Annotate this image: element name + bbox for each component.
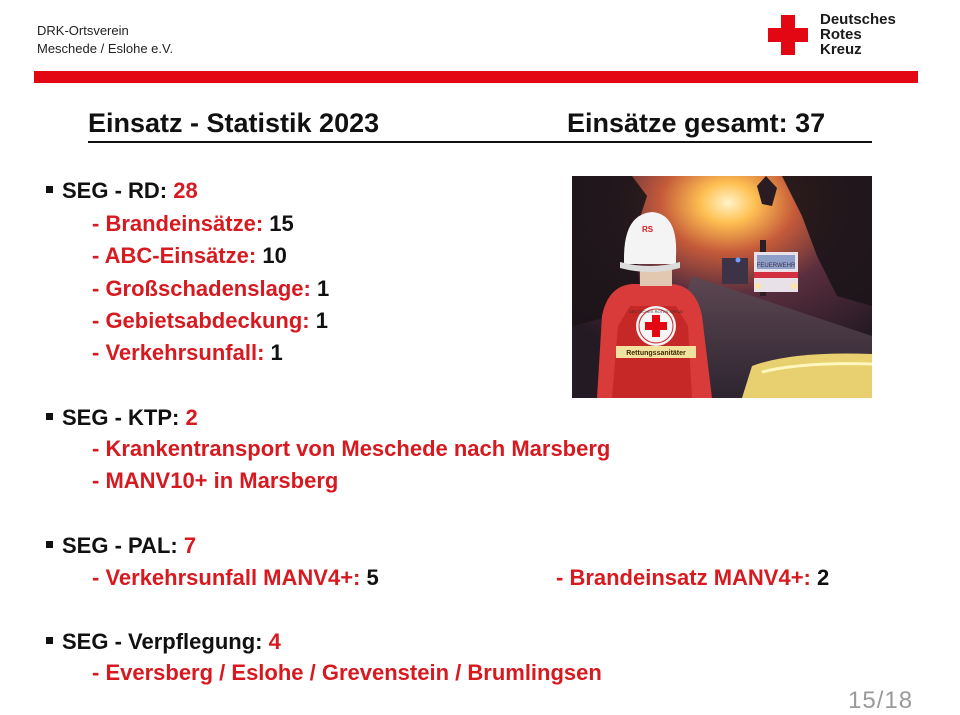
seg-pal-count: 7: [183, 533, 197, 558]
bullet-icon: [46, 637, 53, 644]
list-item: [556, 565, 829, 591]
bullet-icon: [46, 186, 53, 193]
bullet-icon: [46, 541, 53, 548]
seg-ktp-label: SEG - KTP:: [62, 405, 180, 430]
seg-ktp-count: 2: [185, 405, 198, 430]
list-item: - Eversberg / Eslohe / Grevenstein / Brumlingsen: [92, 660, 602, 685]
list-item: - Krankentransport von Meschede nach Marsberg: [92, 436, 611, 461]
item-value: 1: [315, 308, 328, 333]
rescue-scene-illustration: [572, 176, 872, 398]
patch-label: DEUTSCHES ROTES KREUZ: [628, 309, 684, 314]
seg-pal-label: SEG - PAL:: [62, 533, 178, 558]
item-label: - ABC-Einsätze:: [92, 243, 257, 268]
page-indicator: 15/18: [848, 687, 914, 714]
seg-verpflegung-label: SEG - Verpflegung:: [62, 629, 263, 654]
item-value: 10: [262, 243, 287, 268]
item-value: 2: [817, 565, 830, 590]
seg-rd-heading: [46, 178, 198, 204]
seg-verpflegung-heading: [46, 629, 281, 655]
bullet-icon: [46, 413, 53, 420]
item-label: - Verkehrsunfall MANV4+:: [92, 565, 361, 590]
list-item: - MANV10+ in Marsberg: [92, 468, 339, 493]
item-label: - Verkehrsunfall:: [92, 340, 265, 365]
seg-pal-heading: [46, 533, 196, 559]
item-value: 5: [366, 565, 379, 590]
list-item: [92, 276, 329, 302]
logo-word-2: Rotes: [820, 26, 862, 43]
truck-label: FEUERWEHR: [756, 263, 796, 269]
org-line-1: DRK-Ortsverein: [37, 23, 129, 38]
title-underline: [88, 141, 872, 143]
item-label: - Brandeinsätze:: [92, 211, 264, 236]
logo-word-1: Deutsches: [820, 11, 896, 28]
list-item: [92, 340, 283, 366]
list-item: [92, 243, 287, 269]
seg-rd-label: SEG - RD:: [62, 178, 168, 203]
seg-verpflegung-count: 4: [268, 629, 281, 654]
list-item: [92, 211, 294, 237]
org-line-2: Meschede / Eslohe e.V.: [37, 41, 174, 56]
list-item: [92, 565, 379, 591]
red-cross-logo-icon: [766, 13, 810, 57]
header-divider: [34, 71, 918, 83]
item-label: - Gebietsabdeckung:: [92, 308, 310, 333]
seg-rd-count: 28: [173, 178, 198, 203]
item-value: 15: [269, 211, 294, 236]
slide-title: Einsatz - Statistik 2023: [88, 108, 380, 138]
item-label: - Großschadenslage:: [92, 276, 311, 301]
list-item: [92, 308, 328, 334]
organization-name: [37, 22, 173, 58]
vest-label: Rettungssanitäter: [626, 350, 686, 357]
rescue-scene-photo: [572, 176, 872, 398]
logo-word-3: Kreuz: [820, 41, 862, 58]
total-count: Einsätze gesamt: 37: [567, 108, 826, 138]
item-value: 1: [270, 340, 283, 365]
helmet-label: RS: [642, 225, 654, 234]
logo-wordmark: [820, 12, 896, 57]
seg-ktp-heading: [46, 405, 198, 431]
item-label: - Brandeinsatz MANV4+:: [556, 565, 811, 590]
item-value: 1: [316, 276, 330, 301]
